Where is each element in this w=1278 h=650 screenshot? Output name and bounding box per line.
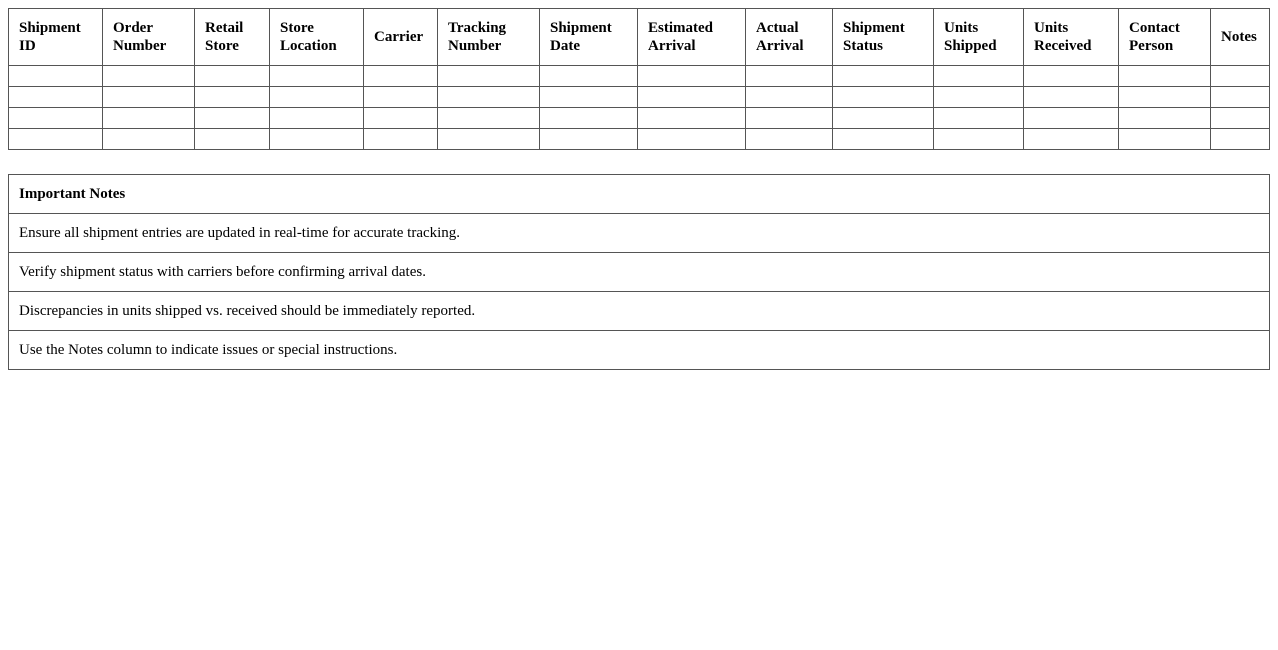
table-cell[interactable] bbox=[833, 129, 934, 150]
table-cell[interactable] bbox=[934, 129, 1024, 150]
table-cell[interactable] bbox=[195, 129, 270, 150]
column-header: Carrier bbox=[364, 9, 438, 66]
table-cell[interactable] bbox=[270, 108, 364, 129]
table-cell[interactable] bbox=[364, 87, 438, 108]
table-cell[interactable] bbox=[9, 129, 103, 150]
table-cell[interactable] bbox=[9, 87, 103, 108]
table-cell[interactable] bbox=[438, 108, 540, 129]
table-cell[interactable] bbox=[934, 66, 1024, 87]
column-header: Units Received bbox=[1024, 9, 1119, 66]
table-cell[interactable] bbox=[934, 108, 1024, 129]
table-row bbox=[9, 87, 1270, 108]
note-text: Discrepancies in units shipped vs. received should be immediately reported. bbox=[9, 292, 1270, 331]
table-cell[interactable] bbox=[103, 129, 195, 150]
note-text: Ensure all shipment entries are updated in real-time for accurate tracking. bbox=[9, 214, 1270, 253]
table-cell[interactable] bbox=[833, 66, 934, 87]
table-cell[interactable] bbox=[1119, 108, 1211, 129]
table-cell[interactable] bbox=[364, 66, 438, 87]
column-header: Shipment Date bbox=[540, 9, 638, 66]
table-row bbox=[9, 66, 1270, 87]
column-header: Tracking Number bbox=[438, 9, 540, 66]
column-header: Shipment Status bbox=[833, 9, 934, 66]
table-row bbox=[9, 129, 1270, 150]
note-row bbox=[9, 292, 1270, 331]
table-cell[interactable] bbox=[364, 129, 438, 150]
note-row bbox=[9, 253, 1270, 292]
column-header: Actual Arrival bbox=[746, 9, 833, 66]
column-header: Notes bbox=[1211, 9, 1270, 66]
table-cell[interactable] bbox=[746, 87, 833, 108]
table-cell[interactable] bbox=[195, 87, 270, 108]
table-cell[interactable] bbox=[1211, 108, 1270, 129]
table-cell[interactable] bbox=[195, 66, 270, 87]
table-cell[interactable] bbox=[270, 87, 364, 108]
table-cell[interactable] bbox=[364, 108, 438, 129]
column-header: Units Shipped bbox=[934, 9, 1024, 66]
table-cell[interactable] bbox=[638, 108, 746, 129]
table-cell[interactable] bbox=[540, 108, 638, 129]
column-header: Contact Person bbox=[1119, 9, 1211, 66]
table-cell[interactable] bbox=[638, 87, 746, 108]
table-cell[interactable] bbox=[746, 129, 833, 150]
note-row bbox=[9, 214, 1270, 253]
table-cell[interactable] bbox=[1024, 87, 1119, 108]
table-cell[interactable] bbox=[1024, 129, 1119, 150]
column-header: Retail Store bbox=[195, 9, 270, 66]
table-cell[interactable] bbox=[540, 129, 638, 150]
table-cell[interactable] bbox=[1119, 129, 1211, 150]
table-cell[interactable] bbox=[1211, 129, 1270, 150]
column-header: Estimated Arrival bbox=[638, 9, 746, 66]
table-cell[interactable] bbox=[540, 66, 638, 87]
table-cell[interactable] bbox=[103, 87, 195, 108]
column-header: Shipment ID bbox=[9, 9, 103, 66]
table-cell[interactable] bbox=[1024, 66, 1119, 87]
table-cell[interactable] bbox=[1119, 87, 1211, 108]
table-cell[interactable] bbox=[195, 108, 270, 129]
note-text: Use the Notes column to indicate issues or special instructions. bbox=[9, 331, 1270, 370]
table-cell[interactable] bbox=[1211, 87, 1270, 108]
table-cell[interactable] bbox=[270, 129, 364, 150]
note-text: Verify shipment status with carriers before confirming arrival dates. bbox=[9, 253, 1270, 292]
table-cell[interactable] bbox=[103, 66, 195, 87]
table-cell[interactable] bbox=[934, 87, 1024, 108]
table-cell[interactable] bbox=[1024, 108, 1119, 129]
table-cell[interactable] bbox=[638, 129, 746, 150]
column-header: Store Location bbox=[270, 9, 364, 66]
table-cell[interactable] bbox=[833, 108, 934, 129]
table-cell[interactable] bbox=[270, 66, 364, 87]
table-cell[interactable] bbox=[438, 129, 540, 150]
table-cell[interactable] bbox=[746, 66, 833, 87]
table-cell[interactable] bbox=[1211, 66, 1270, 87]
table-cell[interactable] bbox=[1119, 66, 1211, 87]
table-cell[interactable] bbox=[9, 108, 103, 129]
note-row bbox=[9, 331, 1270, 370]
table-cell[interactable] bbox=[540, 87, 638, 108]
table-cell[interactable] bbox=[638, 66, 746, 87]
column-header: Order Number bbox=[103, 9, 195, 66]
table-cell[interactable] bbox=[833, 87, 934, 108]
table-cell[interactable] bbox=[103, 108, 195, 129]
table-cell[interactable] bbox=[438, 66, 540, 87]
important-notes-table bbox=[8, 174, 1270, 370]
notes-title: Important Notes bbox=[9, 175, 1270, 214]
table-cell[interactable] bbox=[9, 66, 103, 87]
header-row bbox=[9, 9, 1270, 66]
table-cell[interactable] bbox=[746, 108, 833, 129]
shipment-table bbox=[8, 8, 1270, 150]
table-row bbox=[9, 108, 1270, 129]
table-cell[interactable] bbox=[438, 87, 540, 108]
